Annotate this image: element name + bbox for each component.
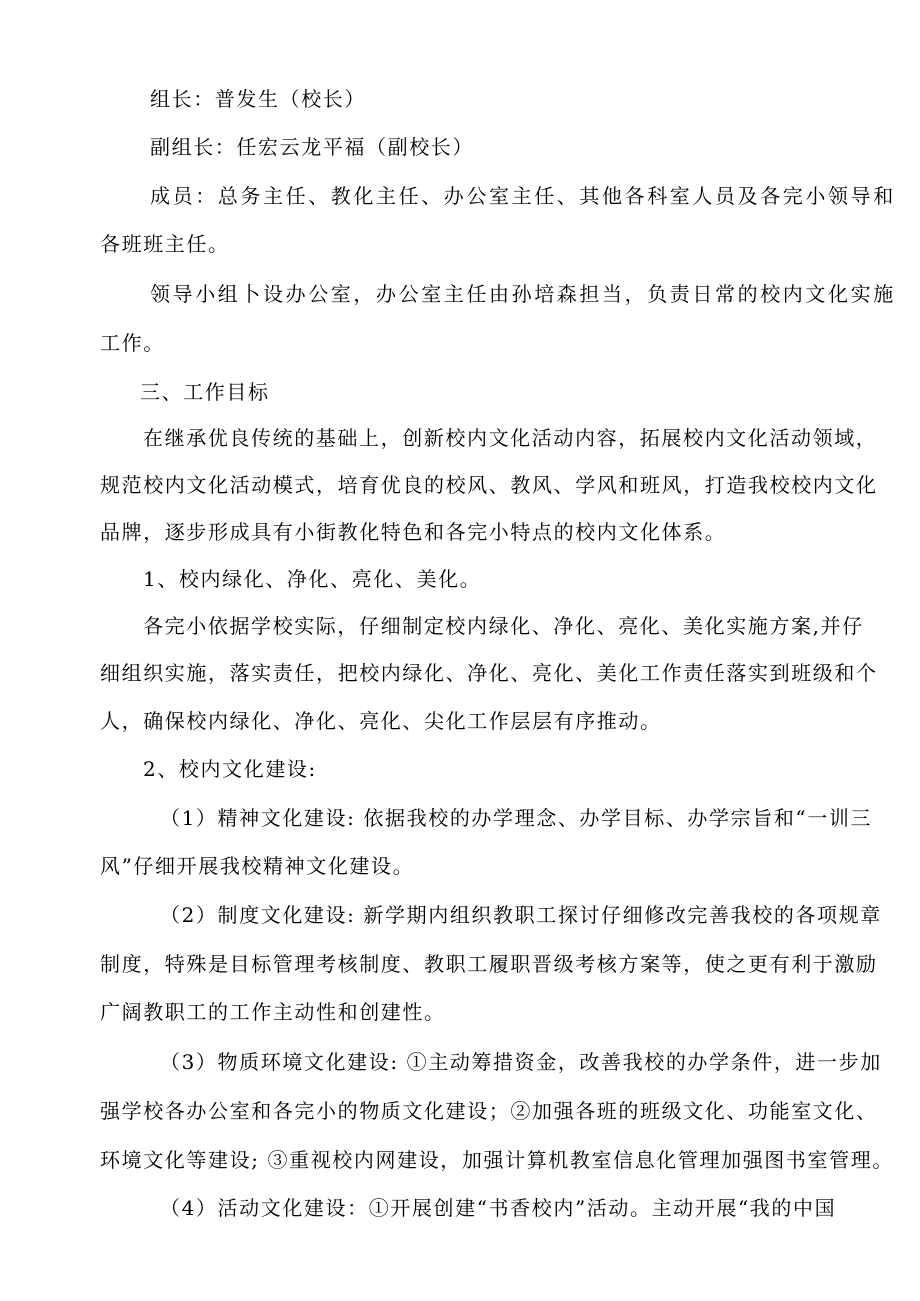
text-line: （1）精神文化建设: 依据我校的办学理念、办学目标、办学宗旨和“一训三: [160, 806, 873, 830]
text-line: 风”仔细开展我校精神文化建设。: [100, 854, 415, 878]
text-line: 成员：总务主任、教化主任、办公室主任、其他各科室人员及各完小领导和: [150, 184, 896, 208]
text-line: 广阔教职工的工作主动性和创建性。: [100, 1000, 446, 1024]
text-line: 工作。: [100, 331, 165, 355]
text-line: 领导小组卜设办公室，办公室主任由孙培森担当，负责日常的校内文化实施: [150, 282, 896, 306]
text-line: 细组织实施，落实责任，把校内绿化、净化、亮化、美化工作责任落实到班级和个: [100, 661, 878, 685]
text-line: 强学校各办公室和各完小的物质文化建设；②加强各班的班级文化、功能室文化、: [100, 1099, 878, 1123]
text-line: 组长：普发生（校长）: [150, 87, 366, 111]
subheading: 2、校内文化建设:: [143, 757, 317, 781]
text-line: （3）物质环境文化建设: ①主动筹措资金，改善我校的办学条件，进一步加: [160, 1050, 882, 1074]
text-line: 环境文化等建设; ③重视校内网建设，加强计算机教室信息化管理加强图书室管理。: [100, 1148, 894, 1172]
text-line: 各完小依据学校实际，仔细制定校内绿化、净化、亮化、美化实施方案,并仔: [143, 614, 864, 638]
text-line: 副组长：任宏云龙平福（副校长）: [150, 135, 474, 159]
text-line: （2）制度文化建设: 新学期内组织教职工探讨仔细修改完善我校的各项规章: [160, 903, 882, 927]
text-line: 品牌，逐步形成具有小街教化特色和各完小特点的校内文化体系。: [100, 520, 727, 544]
text-line: （4）活动文化建设：①开展创建“书香校内”活动。主动开展“我的中国: [160, 1196, 837, 1220]
text-line: 规范校内文化活动模式，培育优良的校风、教风、学风和班风，打造我校校内文化: [100, 473, 878, 497]
text-line: 在继承优良传统的基础上，创新校内文化活动内容，拓展校内文化活动领域，: [143, 426, 878, 450]
text-line: 制度，特殊是目标管理考核制度、教职工履职晋级考核方案等，使之更有利于激励: [100, 952, 878, 976]
text-line: 人，确保校内绿化、净化、亮化、尖化工作层层有序推动。: [100, 709, 662, 733]
section-heading: 三、工作目标: [140, 380, 270, 404]
subheading: 1、校内绿化、净化、亮化、美化。: [143, 567, 482, 591]
text-line: 各班班主任。: [100, 232, 230, 256]
